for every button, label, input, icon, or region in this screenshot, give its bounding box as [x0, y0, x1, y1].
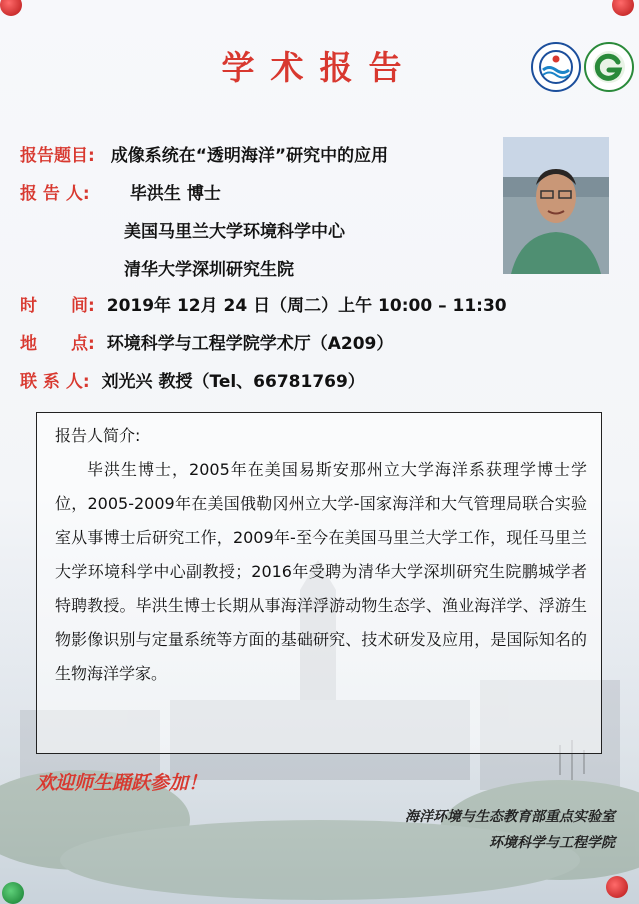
time-label: 时 间:	[20, 296, 95, 316]
red-pin-icon	[606, 876, 628, 898]
contact-label: 联 系 人:	[20, 372, 90, 392]
speaker-photo	[503, 137, 609, 274]
bio-text: 毕洪生博士，2005年在美国易斯安那州立大学海洋系获理学博士学位，2005-2009年在美国俄勒冈州立大学-国家海洋和大气管理局联合实验室从事博士后研究工作，2009年-至今在美国马里兰大学工作，现任马里兰大学环境科学中心副教授；2016年受聘为清华大学深圳研究生院鹏城学者特聘教授。毕洪生博士长期从事海洋浮游动物生态学、渔业海洋学、浮游生物影像识别与定量系统等方面的基础研究、技术研发及应用，是国际知名的生物海洋学家。	[55, 460, 587, 683]
contact-row	[20, 368, 365, 396]
place-value: 环境科学与工程学院学术厅（A209）	[106, 334, 394, 354]
speaker-bio-box	[36, 412, 602, 754]
bio-heading: 报告人简介:	[55, 426, 141, 445]
topic-row	[20, 142, 388, 170]
red-pin-icon	[612, 0, 634, 16]
time-value: 2019年 12月 24 日（周二）上午 10:00 – 11:30	[106, 296, 507, 316]
speaker-name: 毕洪生 博士	[129, 184, 221, 204]
contact-value: 刘光兴 教授（Tel、66781769）	[101, 372, 365, 392]
time-row	[20, 292, 507, 320]
green-pin-icon	[2, 882, 24, 904]
place-label: 地 点:	[20, 334, 95, 354]
organizer-lab: 海洋环境与生态教育部重点实验室	[405, 809, 615, 825]
speaker-affiliation-2: 清华大学深圳研究生院	[124, 260, 294, 280]
welcome-message: 欢迎师生踊跃参加！	[36, 772, 208, 794]
speaker-affiliation-1: 美国马里兰大学环境科学中心	[124, 222, 345, 242]
organizer-school: 环境科学与工程学院	[489, 835, 615, 851]
topic-label: 报告题目:	[20, 146, 95, 166]
speaker-label: 报 告 人:	[20, 184, 90, 204]
place-row	[20, 330, 393, 358]
topic-value: 成像系统在“透明海洋”研究中的应用	[110, 146, 389, 166]
poster-title: 学术报告	[221, 48, 418, 87]
red-pin-icon	[0, 0, 22, 16]
speaker-row	[20, 180, 221, 208]
